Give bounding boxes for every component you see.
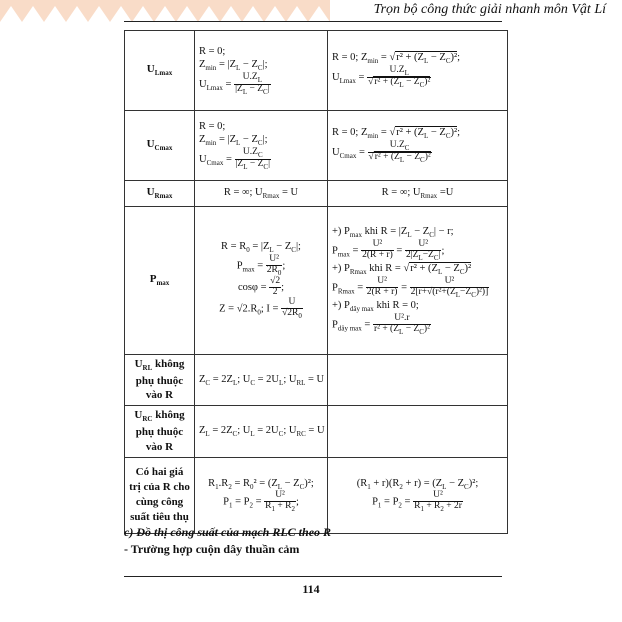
formula-cell: R = 0; $Z_{min} = |Z_L - Z_C|$; $U_{Cmax}$ = $\frac{U.Z_C}{|Z_L - Z_C|}$ — [195, 111, 328, 181]
table-row — [125, 207, 508, 355]
header-rule — [124, 21, 502, 22]
formula-cell: $R_1.R_2 = R_0^2 = (Z_L - Z_C)^2$; $P_1 = P_2$ = $\frac{\text{U²}}{R_1 + R_2}$ ; — [195, 457, 328, 533]
row-label: $U_{Cmax}$ — [125, 111, 195, 181]
page-number: 114 — [302, 582, 320, 596]
row-label: $U_{RL}$ không phụ thuộc vào R — [125, 355, 195, 406]
table-row — [125, 111, 508, 181]
section-heading: c) Đồ thị công suất của mạch RLC theo R — [124, 525, 332, 539]
formula-cell: R = ∞; $U_{Rmax} =U$ — [328, 181, 508, 207]
formula-cell: $Z_L = 2Z_C$; $U_L = 2U_C$; $U_{RC} = U$ — [195, 406, 328, 457]
formula-cell: $R = R_0 = |Z_L - Z_C|$; $P_{max}$ = $\frac{\text{U²}}{2R_0}$ ; cosφ = $\frac{√2}{2}$ ; $Z = √2.R_0$; I = $\frac{U}{√2R_0}$ — [195, 207, 328, 355]
row-label: Có hai giá trị của R cho cùng công suất tiêu thụ — [125, 457, 195, 533]
section-subheading: - Trường hợp cuộn dây thuần cảm — [124, 542, 300, 556]
header-title: Trọn bộ công thức giải nhanh môn Vật Lí — [373, 2, 606, 17]
table-row — [125, 31, 508, 111]
row-label: $U_{RC}$ không phụ thuộc vào R — [125, 406, 195, 457]
formula-cell: R = ∞; $U_{Rmax} = U$ — [195, 181, 328, 207]
row-label: $U_{Lmax}$ — [125, 31, 195, 111]
formula-table — [124, 30, 508, 534]
row-label: $P_{max}$ — [125, 207, 195, 355]
table-row — [125, 406, 508, 457]
formula-cell: $(R_1 + r)(R_2 + r) = (Z_L - Z_C)^2$; $P_1 = P_2$ = $\frac{\text{U²}}{R_1 + R_2 + 2r}$ — [328, 457, 508, 533]
formula-cell: R = 0; $Z_{min} = √r^2 + (Z_L - Z_C)^2$; $U_{Lmax}$ = $\frac{U.Z_L}{√r^2 + (Z_L - Z_C)^2}$ — [328, 31, 508, 111]
table-row — [125, 355, 508, 406]
row-label: $U_{Rmax}$ — [125, 181, 195, 207]
footer-rule — [124, 576, 502, 577]
header-zigzag-decoration — [0, 0, 330, 22]
table-row — [125, 181, 508, 207]
formula-cell: +) $P_{max}$ khi $R = |Z_L - Z_C| - r$; $P_{max}$ = $\frac{\text{U²}}{2(R + r)}$ = $\frac{\text{U²}}{2|Z_L-Z_C|}$ ; +) $P_{Rmax}$ khi $R = √r^2 + (Z_L - Z_C)^2$ $P_{Rmax}$ = $\frac{\text{U²}}{2(R + r)}$ = $\frac{\text{U²}}{2[r+√(r^2+(Z_L-Z_C)^2)]}$ +) $P_{dây max}$ khi R = 0; $P_{dây max}$ = $\frac{\text{U².r}}{r^2 + (Z_L - Z_C)^2}$ — [328, 207, 508, 355]
formula-cell: $Z_C = 2Z_L$; $U_C = 2U_L$; $U_{RL} = U$ — [195, 355, 328, 406]
table-row — [125, 457, 508, 533]
empty-cell — [328, 355, 508, 406]
formula-cell: R = 0; $Z_{min} = |Z_L - Z_C|$; $U_{Lmax}$ = $\frac{U.Z_L}{|Z_L - Z_C|}$ — [195, 31, 328, 111]
formula-cell: R = 0; $Z_{min} = √r^2 + (Z_L - Z_C)^2$; $U_{Cmax}$ = $\frac{U.Z_C}{√r^2 + (Z_L - Z_C)^2}$ — [328, 111, 508, 181]
empty-cell — [328, 406, 508, 457]
